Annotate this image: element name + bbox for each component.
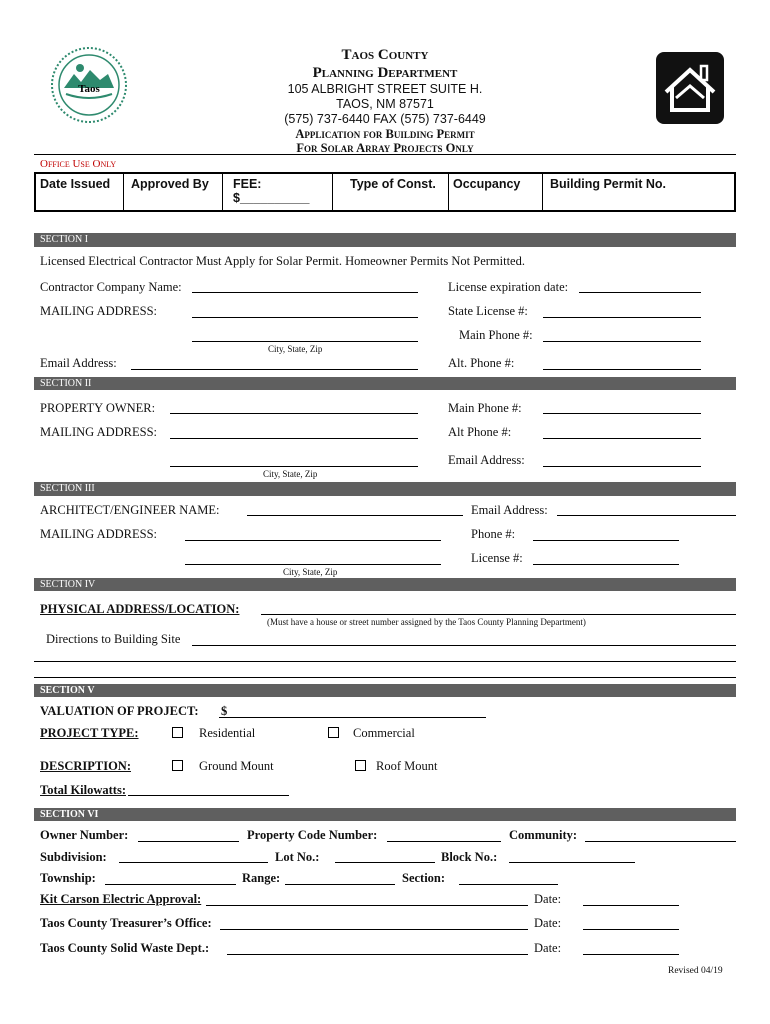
col-occupancy: Occupancy — [453, 177, 521, 191]
architect-phone-field[interactable] — [533, 540, 679, 541]
col-building-permit-no: Building Permit No. — [550, 177, 666, 191]
solid-waste-date-field[interactable] — [583, 954, 679, 955]
architect-field[interactable] — [247, 515, 463, 516]
contractor-name-field[interactable] — [192, 292, 418, 293]
section-5-bar: SECTION V — [34, 684, 736, 697]
col-fee-amount: $__________ — [233, 191, 310, 205]
architect-label: ARCHITECT/ENGINEER NAME: — [40, 503, 220, 517]
owner-main-phone-label: Main Phone #: — [448, 401, 522, 415]
owner-main-phone-field[interactable] — [543, 413, 701, 414]
owner-alt-phone-field[interactable] — [543, 438, 701, 439]
header-city: TAOS, NM 87571 — [336, 97, 434, 111]
architect-mailing-field[interactable] — [185, 540, 441, 541]
contractor-name-label: Contractor Company Name: — [40, 280, 182, 294]
section-6-bar: SECTION VI — [34, 808, 736, 821]
treasurer-date-field[interactable] — [583, 929, 679, 930]
owner-city-field[interactable] — [170, 466, 418, 467]
directions-label: Directions to Building Site — [46, 632, 181, 646]
kit-carson-date-field[interactable] — [583, 905, 679, 906]
subdivision-label: Subdivision: — [40, 850, 107, 864]
solid-waste-label: Taos County Solid Waste Dept.: — [40, 941, 210, 955]
contractor-main-phone-field[interactable] — [543, 341, 701, 342]
directions-field-3[interactable] — [34, 677, 736, 678]
valuation-label: VALUATION OF PROJECT: — [40, 704, 199, 718]
physical-address-note: (Must have a house or street number assigned by the Taos County Planning Department) — [267, 617, 586, 627]
subdivision-field[interactable] — [119, 862, 268, 863]
application-title-2: For Solar Array Projects Only — [296, 141, 474, 155]
owner-number-field[interactable] — [138, 841, 239, 842]
valuation-field[interactable] — [219, 717, 486, 718]
section-label: Section: — [402, 871, 446, 885]
section-1-bar: SECTION I — [34, 233, 736, 247]
owner-field[interactable] — [170, 413, 418, 414]
section-field[interactable] — [459, 884, 558, 885]
contractor-email-field[interactable] — [131, 369, 418, 370]
col-approved-by: Approved By — [131, 177, 209, 191]
application-title-1: Application for Building Permit — [295, 127, 475, 141]
community-field[interactable] — [585, 841, 736, 842]
residential-checkbox[interactable] — [172, 727, 183, 738]
treasurer-date-label: Date: — [534, 916, 562, 930]
header-address: 105 ALBRIGHT STREET SUITE H. — [287, 82, 483, 96]
community-label: Community: — [509, 828, 578, 842]
owner-email-label: Email Address: — [448, 453, 525, 467]
lot-label: Lot No.: — [275, 850, 320, 864]
kit-carson-date-label: Date: — [534, 892, 562, 906]
section-2-bar: SECTION II — [34, 377, 736, 390]
col-date-issued: Date Issued — [40, 177, 111, 191]
owner-mailing-label: MAILING ADDRESS: — [40, 425, 158, 439]
architect-mailing-label: MAILING ADDRESS: — [40, 527, 158, 541]
township-field[interactable] — [105, 884, 236, 885]
architect-license-field[interactable] — [533, 564, 679, 565]
architect-city-field[interactable] — [185, 564, 441, 565]
contractor-alt-phone-label: Alt. Phone #: — [448, 356, 515, 370]
section-4-bar: SECTION IV — [34, 578, 736, 591]
treasurer-label: Taos County Treasurer’s Office: — [40, 916, 212, 930]
col-fee: FEE: — [233, 177, 262, 191]
physical-address-field[interactable] — [261, 614, 736, 615]
architect-city-caption: City, State, Zip — [283, 567, 338, 577]
owner-mailing-field[interactable] — [170, 438, 418, 439]
contractor-city-caption: City, State, Zip — [268, 344, 323, 354]
range-label: Range: — [242, 871, 281, 885]
residential-label: Residential — [199, 726, 256, 740]
state-license-label: State License #: — [448, 304, 528, 318]
kilowatts-label: Total Kilowatts: — [40, 783, 126, 797]
block-label: Block No.: — [441, 850, 498, 864]
office-top-rule — [34, 154, 736, 155]
directions-field-2[interactable] — [34, 661, 736, 662]
header-title-1: Taos County — [341, 47, 429, 63]
header-phone: (575) 737-6440 FAX (575) 737-6449 — [284, 112, 486, 126]
contractor-main-phone-label: Main Phone #: — [459, 328, 533, 342]
treasurer-field[interactable] — [220, 929, 528, 930]
range-field[interactable] — [285, 884, 395, 885]
property-code-label: Property Code Number: — [247, 828, 378, 842]
license-exp-field[interactable] — [579, 292, 701, 293]
property-code-field[interactable] — [387, 841, 501, 842]
owner-city-caption: City, State, Zip — [263, 469, 318, 479]
owner-email-field[interactable] — [543, 466, 701, 467]
license-exp-label: License expiration date: — [448, 280, 569, 294]
house-icon — [656, 52, 724, 124]
roof-mount-checkbox[interactable] — [355, 760, 366, 771]
ground-mount-checkbox[interactable] — [172, 760, 183, 771]
block-field[interactable] — [509, 862, 635, 863]
physical-address-label: PHYSICAL ADDRESS/LOCATION: — [40, 602, 240, 616]
kit-carson-label: Kit Carson Electric Approval: — [40, 892, 202, 906]
kit-carson-field[interactable] — [206, 905, 528, 906]
architect-license-label: License #: — [471, 551, 523, 565]
contractor-mailing-label: MAILING ADDRESS: — [40, 304, 158, 318]
state-license-field[interactable] — [543, 317, 701, 318]
owner-alt-phone-label: Alt Phone #: — [448, 425, 512, 439]
architect-email-field[interactable] — [557, 515, 736, 516]
contractor-city-field[interactable] — [192, 341, 418, 342]
valuation-dollar: $ — [221, 704, 228, 718]
commercial-checkbox[interactable] — [328, 727, 339, 738]
owner-number-label: Owner Number: — [40, 828, 129, 842]
description-label: DESCRIPTION: — [40, 759, 131, 773]
lot-field[interactable] — [335, 862, 435, 863]
kilowatts-field[interactable] — [128, 795, 289, 796]
owner-label: PROPERTY OWNER: — [40, 401, 156, 415]
office-use-label: Office Use Only — [40, 158, 117, 170]
col-type-of-const: Type of Const. — [350, 177, 436, 191]
section-3-bar: SECTION III — [34, 482, 736, 496]
contractor-email-label: Email Address: — [40, 356, 117, 370]
solid-waste-field[interactable] — [227, 954, 528, 955]
ground-mount-label: Ground Mount — [199, 759, 274, 773]
header-title-2: Planning Department — [312, 65, 458, 81]
revised-date: Revised 04/19 — [668, 966, 723, 976]
contractor-note: Licensed Electrical Contractor Must Apply for Solar Permit. Homeowner Permits Not Permitted. — [40, 254, 525, 268]
commercial-label: Commercial — [353, 726, 415, 740]
architect-email-label: Email Address: — [471, 503, 548, 517]
roof-mount-label: Roof Mount — [376, 759, 438, 773]
architect-phone-label: Phone #: — [471, 527, 516, 541]
project-type-label: PROJECT TYPE: — [40, 726, 139, 740]
township-label: Township: — [40, 871, 96, 885]
solid-waste-date-label: Date: — [534, 941, 562, 955]
contractor-alt-phone-field[interactable] — [543, 369, 701, 370]
contractor-mailing-field[interactable] — [192, 317, 418, 318]
svg-text:Taos: Taos — [78, 83, 100, 95]
directions-field-1[interactable] — [192, 645, 736, 646]
